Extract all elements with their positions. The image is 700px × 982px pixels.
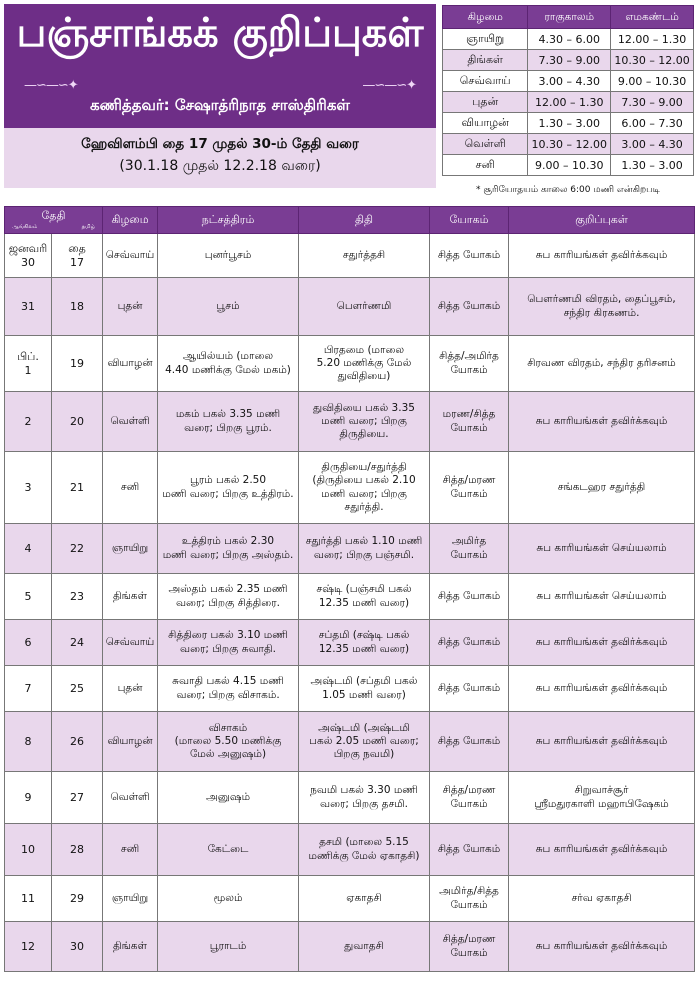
header-date-english: ஆங்கிலம் — [12, 223, 38, 230]
date-tamil: தை 17 — [52, 234, 103, 278]
yogam: சித்த யோகம் — [430, 620, 509, 666]
date-english: 5 — [5, 574, 52, 620]
sunrise-note: * சூரியோதயம் காலை 6:00 மணி என்கிறபடி — [476, 185, 660, 195]
tithi: சதுர்த்தி பகல் 1.10 மணி வரை; பிறகு பஞ்சமி. — [299, 524, 430, 574]
yogam: சித்த/மரண யோகம் — [430, 452, 509, 524]
author-line: கணித்தவர்: சேஷாத்ரிநாத சாஸ்திரிகள் — [90, 96, 350, 114]
yogam: சித்த யோகம் — [430, 712, 509, 772]
date-tamil: 25 — [52, 666, 103, 712]
rahu-day: வெள்ளி — [443, 134, 528, 155]
tithi: பௌர்ணமி — [299, 278, 430, 336]
notes: சர்வ ஏகாதசி — [509, 876, 695, 922]
yogam: சித்த/மரண யோகம் — [430, 922, 509, 972]
yogam: சித்த யோகம் — [430, 666, 509, 712]
date-tamil: 23 — [52, 574, 103, 620]
table-row — [5, 452, 695, 524]
date-tamil: 22 — [52, 524, 103, 574]
table-row — [5, 278, 695, 336]
rahu-emagandam-time: 1.30 – 3.00 — [611, 155, 694, 176]
rahu-day: சனி — [443, 155, 528, 176]
tithi: துவாதசி — [299, 922, 430, 972]
rahu-kalam-table — [442, 5, 694, 176]
notes: சுப காரியங்கள் செய்யலாம் — [509, 524, 695, 574]
left-ornament: —∽—∽✦ — [24, 78, 78, 93]
notes: சுப காரியங்கள் செய்யலாம் — [509, 574, 695, 620]
weekday: வியாழன் — [103, 712, 158, 772]
date-tamil: 21 — [52, 452, 103, 524]
tithi: சஷ்டி (பஞ்சமி பகல் 12.35 மணி வரை) — [299, 574, 430, 620]
yogam: மரண/சித்த யோகம் — [430, 392, 509, 452]
notes: சங்கடஹர சதுர்த்தி — [509, 452, 695, 524]
weekday: ஞாயிறு — [103, 524, 158, 574]
rahu-day: வியாழன் — [443, 113, 528, 134]
rahu-kalam-time: 7.30 – 9.00 — [528, 50, 611, 71]
date-english: 9 — [5, 772, 52, 824]
weekday: செவ்வாய் — [103, 234, 158, 278]
table-row — [5, 922, 695, 972]
weekday: புதன் — [103, 666, 158, 712]
nakshatram: மகம் பகல் 3.35 மணி வரை; பிறகு பூரம். — [158, 392, 299, 452]
page-title: பஞ்சாங்கக் குறிப்புகள் — [16, 10, 424, 56]
date-tamil: 28 — [52, 824, 103, 876]
main-header-row — [5, 207, 695, 234]
rahu-row — [443, 92, 694, 113]
notes: சுப காரியங்கள் தவிர்க்கவும் — [509, 666, 695, 712]
rahu-kalam-time: 1.30 – 3.00 — [528, 113, 611, 134]
notes: சுப காரியங்கள் தவிர்க்கவும் — [509, 922, 695, 972]
rahu-day: ஞாயிறு — [443, 29, 528, 50]
header-day: கிழமை — [103, 207, 158, 234]
rahu-header-emagandam: எமகண்டம் — [611, 6, 694, 29]
table-row — [5, 876, 695, 922]
nakshatram: அனுஷம் — [158, 772, 299, 824]
yogam: அமிர்த/சித்த யோகம் — [430, 876, 509, 922]
panchangam-table — [4, 206, 695, 972]
rahu-kalam-time: 3.00 – 4.30 — [528, 71, 611, 92]
header-star: நட்சத்திரம் — [158, 207, 299, 234]
weekday: வெள்ளி — [103, 392, 158, 452]
date-tamil: 19 — [52, 336, 103, 392]
yogam: சித்த/மரண யோகம் — [430, 772, 509, 824]
rahu-kalam-time: 10.30 – 12.00 — [528, 134, 611, 155]
weekday: திங்கள் — [103, 574, 158, 620]
notes: சுப காரியங்கள் தவிர்க்கவும் — [509, 824, 695, 876]
notes: சுப காரியங்கள் தவிர்க்கவும் — [509, 712, 695, 772]
weekday: செவ்வாய் — [103, 620, 158, 666]
tithi: தசமி (மாலை 5.15 மணிக்கு மேல் ஏகாதசி) — [299, 824, 430, 876]
header-date — [5, 207, 103, 234]
rahu-row — [443, 134, 694, 155]
notes: சிரவண விரதம், சந்திர தரிசனம் — [509, 336, 695, 392]
weekday: சனி — [103, 824, 158, 876]
date-english: 8 — [5, 712, 52, 772]
tithi: அஷ்டமி (சப்தமி பகல் 1.05 மணி வரை) — [299, 666, 430, 712]
rahu-kalam-time: 4.30 – 6.00 — [528, 29, 611, 50]
table-row — [5, 620, 695, 666]
rahu-header-row — [443, 6, 694, 29]
table-row — [5, 574, 695, 620]
right-ornament: —∽—∽✦ — [362, 78, 416, 93]
rahu-row — [443, 50, 694, 71]
nakshatram: ஆயில்யம் (மாலை 4.40 மணிக்கு மேல் மகம்) — [158, 336, 299, 392]
weekday: வியாழன் — [103, 336, 158, 392]
date-tamil: 26 — [52, 712, 103, 772]
table-row — [5, 824, 695, 876]
yogam: சித்த/அமிர்த யோகம் — [430, 336, 509, 392]
nakshatram: உத்திரம் பகல் 2.30 மணி வரை; பிறகு அஸ்தம். — [158, 524, 299, 574]
rahu-row — [443, 71, 694, 92]
table-row — [5, 234, 695, 278]
tithi: ஏகாதசி — [299, 876, 430, 922]
rahu-day: புதன் — [443, 92, 528, 113]
yogam: சித்த யோகம் — [430, 278, 509, 336]
header-notes: குறிப்புகள் — [509, 207, 695, 234]
nakshatram: மூலம் — [158, 876, 299, 922]
nakshatram: புனர்பூசம் — [158, 234, 299, 278]
nakshatram: விசாகம் (மாலை 5.50 மணிக்கு மேல் அனுஷம்) — [158, 712, 299, 772]
period-english: (30.1.18 முதல் 12.2.18 வரை) — [119, 158, 321, 174]
header-date-tamil: தமிழ் — [81, 223, 95, 230]
date-english: 6 — [5, 620, 52, 666]
rahu-header-rahukalam: ராகுகாலம் — [528, 6, 611, 29]
table-row — [5, 772, 695, 824]
rahu-emagandam-time: 3.00 – 4.30 — [611, 134, 694, 155]
date-english: 31 — [5, 278, 52, 336]
date-english: 7 — [5, 666, 52, 712]
date-tamil: 29 — [52, 876, 103, 922]
yogam: சித்த யோகம் — [430, 574, 509, 620]
tithi: பிரதமை (மாலை 5.20 மணிக்கு மேல் துவிதியை) — [299, 336, 430, 392]
weekday: ஞாயிறு — [103, 876, 158, 922]
table-row — [5, 666, 695, 712]
tithi: சப்தமி (சஷ்டி பகல் 12.35 மணி வரை) — [299, 620, 430, 666]
date-tamil: 18 — [52, 278, 103, 336]
period-tamil: ஹேவிளம்பி தை 17 முதல் 30-ம் தேதி வரை — [81, 136, 359, 152]
tithi: திருதியை/சதுர்த்தி (திருதியை பகல் 2.10 மணி வரை; பிறகு சதுர்த்தி. — [299, 452, 430, 524]
rahu-emagandam-time: 10.30 – 12.00 — [611, 50, 694, 71]
notes: சுப காரியங்கள் தவிர்க்கவும் — [509, 620, 695, 666]
date-english: 4 — [5, 524, 52, 574]
date-english: ஜனவரி 30 — [5, 234, 52, 278]
rahu-kalam-time: 9.00 – 10.30 — [528, 155, 611, 176]
header-tithi: திதி — [299, 207, 430, 234]
weekday: சனி — [103, 452, 158, 524]
tithi: அஷ்டமி (அஷ்டமி பகல் 2.05 மணி வரை; பிறகு நவமி) — [299, 712, 430, 772]
date-english: 11 — [5, 876, 52, 922]
notes: சிறுவாச்சூர் ஸ்ரீமதுரகாளி மஹாபிஷேகம் — [509, 772, 695, 824]
yogam: அமிர்த யோகம் — [430, 524, 509, 574]
rahu-day: திங்கள் — [443, 50, 528, 71]
date-english: 3 — [5, 452, 52, 524]
header-yogam: யோகம் — [430, 207, 509, 234]
header-date-sub — [6, 224, 101, 232]
date-tamil: 20 — [52, 392, 103, 452]
date-tamil: 27 — [52, 772, 103, 824]
notes: சுப காரியங்கள் தவிர்க்கவும் — [509, 392, 695, 452]
table-row — [5, 336, 695, 392]
table-row — [5, 524, 695, 574]
rahu-emagandam-time: 9.00 – 10.30 — [611, 71, 694, 92]
nakshatram: கேட்டை — [158, 824, 299, 876]
date-english: 12 — [5, 922, 52, 972]
table-row — [5, 712, 695, 772]
table-row — [5, 392, 695, 452]
nakshatram: பூசம் — [158, 278, 299, 336]
rahu-row — [443, 113, 694, 134]
rahu-emagandam-time: 12.00 – 1.30 — [611, 29, 694, 50]
date-tamil: 24 — [52, 620, 103, 666]
nakshatram: அஸ்தம் பகல் 2.35 மணி வரை; பிறகு சித்திரை. — [158, 574, 299, 620]
date-english: 10 — [5, 824, 52, 876]
nakshatram: சுவாதி பகல் 4.15 மணி வரை; பிறகு விசாகம். — [158, 666, 299, 712]
yogam: சித்த யோகம் — [430, 234, 509, 278]
rahu-header-day: கிழமை — [443, 6, 528, 29]
date-tamil: 30 — [52, 922, 103, 972]
rahu-emagandam-time: 7.30 – 9.00 — [611, 92, 694, 113]
yogam: சித்த யோகம் — [430, 824, 509, 876]
notes: பௌர்ணமி விரதம், தைப்பூசம், சந்திர கிரகணம். — [509, 278, 695, 336]
nakshatram: பூரம் பகல் 2.50 மணி வரை; பிறகு உத்திரம். — [158, 452, 299, 524]
weekday: புதன் — [103, 278, 158, 336]
title-banner — [4, 4, 436, 188]
date-english: 2 — [5, 392, 52, 452]
rahu-kalam-time: 12.00 – 1.30 — [528, 92, 611, 113]
nakshatram: பூராடம் — [158, 922, 299, 972]
tithi: துவிதியை பகல் 3.35 மணி வரை; பிறகு திருதியை. — [299, 392, 430, 452]
rahu-emagandam-time: 6.00 – 7.30 — [611, 113, 694, 134]
rahu-row — [443, 155, 694, 176]
weekday: வெள்ளி — [103, 772, 158, 824]
header-date-label: தேதி — [41, 208, 66, 222]
rahu-row — [443, 29, 694, 50]
nakshatram: சித்திரை பகல் 3.10 மணி வரை; பிறகு சுவாதி. — [158, 620, 299, 666]
rahu-day: செவ்வாய் — [443, 71, 528, 92]
notes: சுப காரியங்கள் தவிர்க்கவும் — [509, 234, 695, 278]
tithi: சதுர்த்தசி — [299, 234, 430, 278]
weekday: திங்கள் — [103, 922, 158, 972]
date-english: பிப். 1 — [5, 336, 52, 392]
tithi: நவமி பகல் 3.30 மணி வரை; பிறகு தசமி. — [299, 772, 430, 824]
